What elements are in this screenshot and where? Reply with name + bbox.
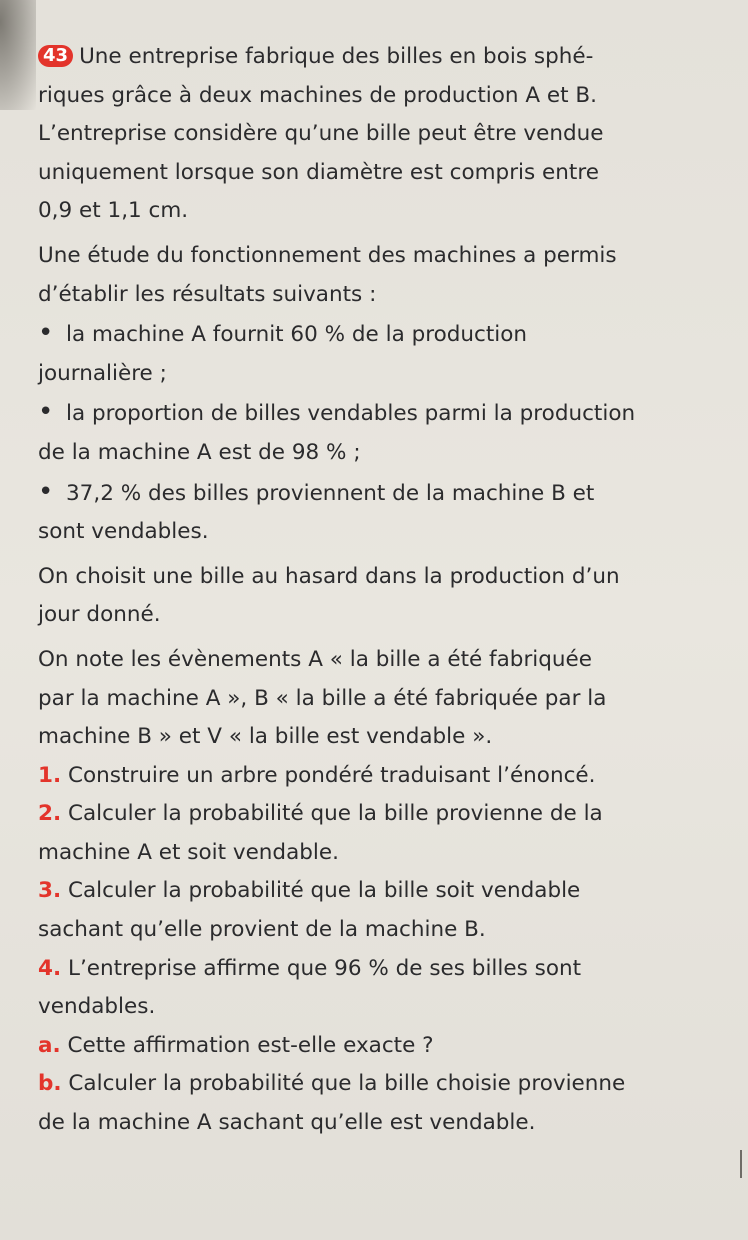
bullet-icon — [38, 393, 66, 434]
question-3-text-2: sachant qu’elle provient de la machine B. — [38, 917, 486, 943]
question-4 — [38, 950, 738, 989]
choice-text-1: On choisit une bille au hasard dans la production d’un — [38, 563, 620, 589]
events-text-2: par la machine A », B « la bille a été fabriquée par la — [38, 685, 607, 711]
bullet-1-line-1: la machine A fournit 60 % de la production — [66, 322, 528, 348]
question-4a — [38, 1027, 738, 1066]
events-text-3: machine B » et V « la bille est vendable ». — [38, 724, 493, 750]
intro-text-4: uniquement lorsque son diamètre est compris entre — [38, 159, 599, 185]
question-4-number: 4. — [38, 955, 62, 981]
question-4-text-1: L’entreprise affirme que 96 % de ses billes sont — [67, 955, 582, 981]
exercise-page — [38, 38, 738, 1143]
question-4b — [38, 1065, 738, 1104]
bullet-item-2 — [38, 393, 738, 434]
question-4b-text-1: Calculer la probabilité que la bille choisie provienne — [68, 1071, 626, 1097]
choice-text-2: jour donné. — [38, 602, 161, 628]
bullet-3-line-1: 37,2 % des billes proviennent de la machine B et — [66, 480, 595, 506]
intro-text-5: 0,9 et 1,1 cm. — [38, 198, 189, 224]
question-1 — [38, 757, 738, 796]
events-text-1: On note les évènements A « la bille a été fabriquée — [38, 646, 592, 672]
bullet-item-3 — [38, 473, 738, 514]
question-4b-text-2: de la machine A sachant qu’elle est vendable. — [38, 1110, 536, 1136]
bullet-item-1 — [38, 314, 738, 355]
exercise-number-badge: 43 — [38, 45, 73, 67]
question-2-number: 2. — [38, 801, 62, 827]
question-4-text-2: vendables. — [38, 994, 156, 1020]
intro-text-2: riques grâce à deux machines de production A et B. — [38, 82, 597, 108]
question-2-text-2: machine A et soit vendable. — [38, 839, 339, 865]
exercise-intro-line-1 — [38, 38, 738, 77]
bullet-3-line-2: sont vendables. — [38, 519, 209, 545]
question-1-text: Construire un arbre pondéré traduisant l’énoncé. — [67, 762, 596, 788]
page-edge-divider — [740, 1150, 742, 1178]
question-1-number: 1. — [38, 762, 62, 788]
question-4b-letter: b. — [38, 1071, 62, 1097]
bullet-2-line-2: de la machine A est de 98 % ; — [38, 439, 361, 465]
study-text-2: d’établir les résultats suivants : — [38, 281, 377, 307]
bullet-icon — [38, 473, 66, 514]
bullet-icon — [38, 314, 66, 355]
bullet-1-line-2: journalière ; — [38, 360, 167, 386]
question-2-text-1: Calculer la probabilité que la bille provienne de la — [67, 801, 603, 827]
intro-text-3: L’entreprise considère qu’une bille peut être vendue — [38, 121, 604, 147]
book-binding-shadow — [0, 0, 36, 110]
question-4a-letter: a. — [38, 1032, 61, 1058]
question-2 — [38, 795, 738, 834]
question-4a-text: Cette affirmation est-elle exacte ? — [67, 1032, 434, 1058]
study-text-1: Une étude du fonctionnement des machines a permis — [38, 242, 617, 268]
question-3-number: 3. — [38, 878, 62, 904]
bullet-2-line-1: la proportion de billes vendables parmi la production — [66, 401, 636, 427]
intro-text-1: Une entreprise fabrique des billes en bois sphé- — [79, 44, 594, 69]
question-3-text-1: Calculer la probabilité que la bille soit vendable — [67, 878, 581, 904]
question-3 — [38, 872, 738, 911]
